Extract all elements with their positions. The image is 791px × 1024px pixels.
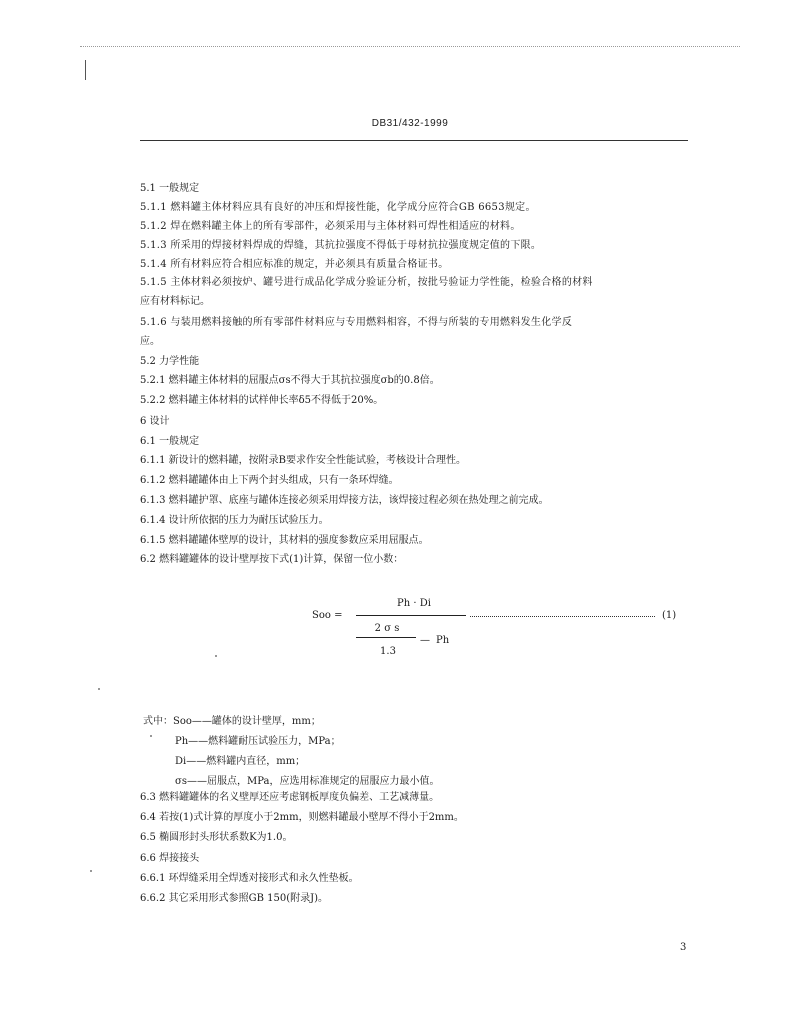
clause: 6.5 椭圆形封头形状系数K为1.0。 <box>140 832 293 843</box>
formula-sub-fraction-bar <box>356 637 416 638</box>
clause: 6.1.5 燃料罐罐体壁厚的设计，其材料的强度参数应采用屈服点。 <box>140 535 429 546</box>
clause-continuation: 应有材料标记。 <box>140 296 210 307</box>
clause: 5.1.2 焊在燃料罐主体上的所有零部件，必须采用与主体材料可焊性相适应的材料。 <box>140 221 521 232</box>
formula-ph: Ph <box>436 635 450 646</box>
formula-legend: Di——燃料罐内直径，mm； <box>175 756 306 767</box>
section-heading: 5.2 力学性能 <box>140 356 200 367</box>
formula-sub-denominator: 1.3 <box>380 646 396 657</box>
clause: 6.6.1 环焊缝采用全焊透对接形式和永久性垫板。 <box>140 873 359 884</box>
scan-speck <box>98 688 100 690</box>
formula-legend: σs——屈服点，MPa，应选用标准规定的屈服应力最小值。 <box>175 776 440 787</box>
clause: 6.1.3 燃料罐护罩、底座与罐体连接必须采用焊接方法，该焊接过程必须在热处理之前完成。 <box>140 495 549 506</box>
formula-lhs: Soo = <box>312 610 343 621</box>
section-heading: 6.1 一般规定 <box>140 436 200 447</box>
formula-numerator: Ph · Di <box>397 598 431 609</box>
document-code: DB31/432-1999 <box>371 118 449 129</box>
section-heading: 6.6 焊接接头 <box>140 853 200 864</box>
clause: 5.1.4 所有材料应符合相应标准的规定，并必须具有质量合格证书。 <box>140 259 449 270</box>
scan-artifact-mark <box>85 60 86 80</box>
formula-1 <box>312 598 692 658</box>
formula-fraction-bar <box>356 615 466 616</box>
clause: 6.1.1 新设计的燃料罐，按附录B要求作安全性能试验，考核设计合理性。 <box>140 455 466 466</box>
formula-leader-dots <box>470 616 655 617</box>
formula-number: (1) <box>662 610 677 621</box>
formula-legend: 式中：Soo——罐体的设计壁厚，mm； <box>143 716 321 727</box>
section-heading: 5.1 一般规定 <box>140 183 200 194</box>
clause: 6.1.4 设计所依据的压力为耐压试验压力。 <box>140 515 329 526</box>
formula-sub-numerator: 2 σ s <box>374 623 400 634</box>
scan-speck <box>90 870 92 872</box>
page-number: 3 <box>680 942 687 953</box>
clause: 5.1.5 主体材料必须按炉、罐号进行成品化学成分验证分析，按批号验证力学性能，检验合格的材料 <box>140 277 593 288</box>
clause: 6.6.2 其它采用形式参照GB 150(附录J)。 <box>140 893 329 904</box>
formula-legend: Ph——燃料罐耐压试验压力，MPa； <box>175 736 341 747</box>
scan-speck <box>215 655 217 657</box>
scan-artifact-line <box>80 46 740 47</box>
clause: 5.1.6 与装用燃料接触的所有零部件材料应与专用燃料相容，不得与所装的专用燃料发生化学反 <box>140 317 573 328</box>
clause: 5.1.1 燃料罐主体材料应具有良好的冲压和焊接性能，化学成分应符合GB 6653规定。 <box>140 202 536 213</box>
clause: 5.1.3 所采用的焊接材料焊成的焊缝，其抗拉强度不得低于母材抗拉强度规定值的下限。 <box>140 240 542 251</box>
clause: 6.1.2 燃料罐罐体由上下两个封头组成，只有一条环焊缝。 <box>140 475 399 486</box>
clause: 5.2.2 燃料罐主体材料的试样伸长率δ5不得低于20%。 <box>140 395 384 406</box>
clause: 6.2 燃料罐罐体的设计壁厚按下式(1)计算，保留一位小数： <box>140 554 404 565</box>
clause-continuation: 应。 <box>140 336 160 347</box>
scan-speck <box>150 735 152 737</box>
formula-minus: — <box>420 635 430 646</box>
header-rule <box>140 140 688 141</box>
clause: 6.3 燃料罐罐体的名义壁厚还应考虑钢板厚度负偏差、工艺减薄量。 <box>140 792 440 803</box>
clause: 5.2.1 燃料罐主体材料的屈服点σs不得大于其抗拉强度σb的0.8倍。 <box>140 375 440 386</box>
chapter-heading: 6 设计 <box>140 416 170 427</box>
clause: 6.4 若按(1)式计算的厚度小于2mm，则燃料罐最小壁厚不得小于2mm。 <box>140 812 464 823</box>
